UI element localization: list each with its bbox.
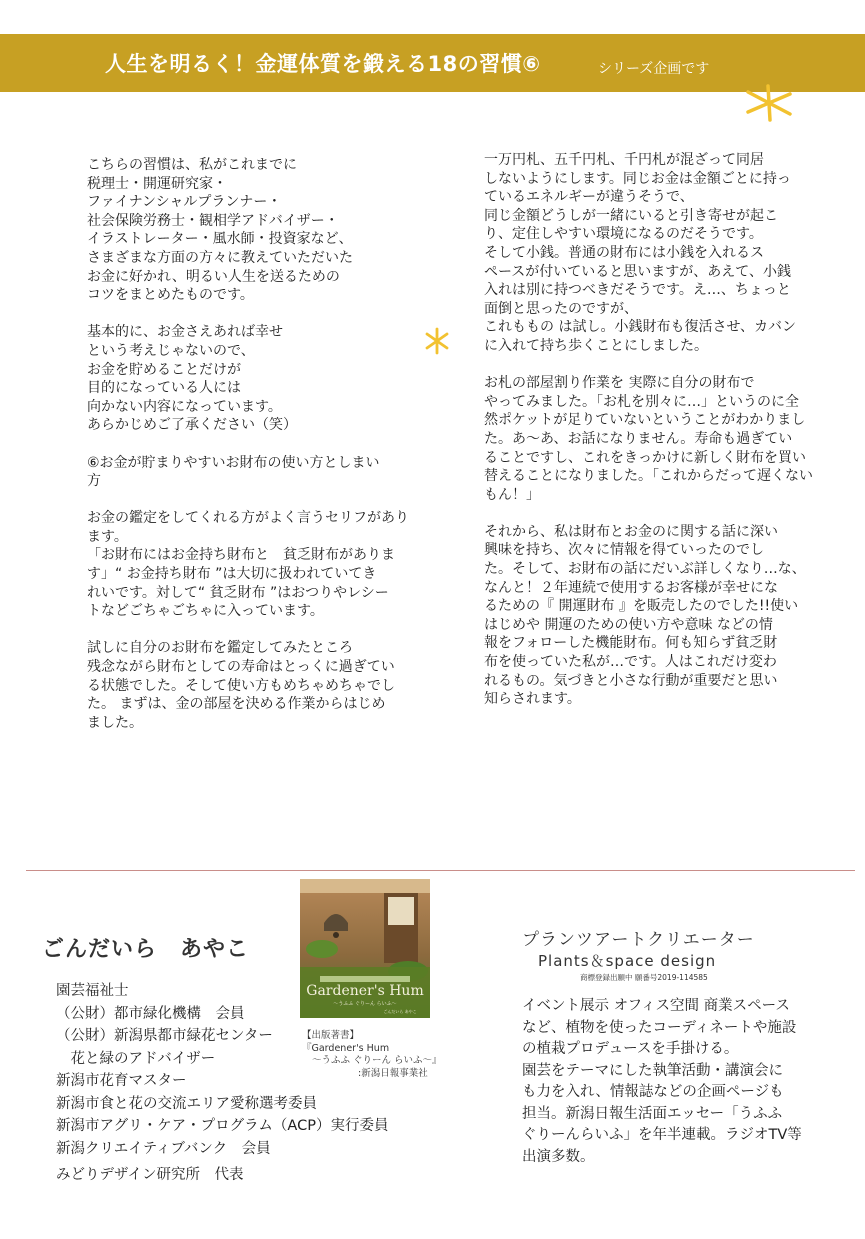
article-line: そして小銭。普通の財布には小銭を入れるス bbox=[484, 244, 764, 261]
page-title: 人生を明るく！金運体質を鍛える18の習慣⑥ bbox=[105, 52, 541, 76]
credential-item: 園芸福祉士 bbox=[56, 983, 129, 999]
article-line: 然ポケットが足りていないということがわかりまし bbox=[484, 412, 806, 429]
article-line: 目的になっている人には bbox=[87, 380, 241, 397]
article-line: 報をフォローした機能財布。何も知らず貧乏財 bbox=[484, 635, 778, 652]
article-left-column bbox=[87, 156, 409, 732]
profile-title: プランツアートクリエーター bbox=[522, 930, 755, 950]
book-publisher: :新潟日報事業社 bbox=[358, 1067, 428, 1079]
article-line: 知らされます。 bbox=[484, 691, 581, 708]
credential-item: 新潟市花育マスター bbox=[56, 1073, 187, 1089]
author-organization: みどりデザイン研究所 代表 bbox=[56, 1167, 244, 1183]
book-label: 【出版著書】 bbox=[302, 1030, 360, 1041]
article-line: 興味を持ち、次々に情報を得ていったのでし bbox=[484, 542, 764, 559]
article-line: お金の鑑定をしてくれる方がよく言うセリフがあり bbox=[87, 510, 409, 527]
article-line: 社会保険労務士・観相学アドバイザー・ bbox=[87, 212, 339, 229]
article-line: こちらの習慣は、私がこれまでに bbox=[87, 157, 297, 173]
credential-item: 花と緑のアドバイザー bbox=[56, 1050, 216, 1067]
credential-item: （公財）都市緑化機構 会員 bbox=[56, 1005, 245, 1022]
trademark-note: 商標登録出願中 願番号2019-114585 bbox=[580, 973, 708, 982]
article-line: に入れて持ち歩くことにしました。 bbox=[484, 337, 708, 354]
credential-item: 新潟市アグリ・ケア・プログラム（ACP）実行委員 bbox=[56, 1118, 389, 1134]
article-line: お札の部屋割り作業を 実際に自分の財布で bbox=[484, 375, 755, 392]
header-banner bbox=[0, 34, 865, 92]
article-line: やってみました。「お札を別々に…」というのに全 bbox=[484, 393, 799, 410]
article-line: あらかじめご了承ください（笑） bbox=[87, 417, 297, 434]
profile-description-line: 園芸をテーマにした執筆活動・講演会に bbox=[522, 1062, 783, 1079]
article-line: 同じ金額どうしが一緒にいると引き寄せが起こ bbox=[484, 207, 778, 224]
profile-subtitle: Plants＆space design bbox=[538, 952, 717, 970]
article-line: お金に好かれ、明るい人生を送るための bbox=[87, 268, 340, 285]
article-line: 税理士・開運研究家・ bbox=[87, 175, 227, 192]
article-line: 向かない内容になっています。 bbox=[87, 398, 282, 415]
article-line bbox=[484, 504, 813, 523]
profile-description-line: の植栽プロデュースを手掛ける。 bbox=[522, 1041, 739, 1057]
profile-description-line: も力を入れ、情報誌などの企画ページも bbox=[522, 1084, 784, 1100]
book-cover-title: Gardener's Hum bbox=[306, 983, 424, 999]
article-line: はじめや 開運のための使い方や意味 などの情 bbox=[484, 616, 773, 633]
article-line: トなどごちゃごちゃに入っています。 bbox=[87, 603, 324, 620]
article-line: ました。 bbox=[87, 714, 143, 731]
article-line: さまざまな方面の方々に教えていただいた bbox=[87, 249, 353, 266]
article-line: ることですし、これをきっかけに新しく財布を買い bbox=[484, 449, 806, 466]
article-line: 方 bbox=[87, 473, 101, 490]
article-line: 面倒と思ったのですが、 bbox=[484, 300, 638, 317]
profile-description-line: など、植物を使ったコーディネートや施設 bbox=[522, 1019, 797, 1036]
credential-item: 新潟市食と花の交流エリア愛称選考委員 bbox=[56, 1095, 317, 1112]
article-line bbox=[87, 621, 409, 640]
article-line: という考えじゃないので、 bbox=[87, 342, 255, 359]
article-line: 残念ながら財布としての寿命はとっくに過ぎてい bbox=[87, 659, 395, 676]
article-line: しないようにします。同じお金は金額ごとに持っ bbox=[484, 170, 791, 187]
article-line: るための『 開運財布 』を販売したのでした!!使い bbox=[484, 598, 799, 615]
article-line: もん！」 bbox=[484, 486, 540, 503]
article-line: ているエネルギーが違うそうで、 bbox=[484, 189, 694, 206]
section-divider bbox=[26, 870, 855, 871]
article-line: り、定住しやすい環境になるのだそうです。 bbox=[484, 226, 763, 243]
profile-description-line: 担当。新潟日報生活面エッセー「うふふ bbox=[522, 1105, 783, 1122]
article-line: 布を使っていた私が…です。人はこれだけ変わ bbox=[484, 654, 777, 671]
article-line: 「お財布にはお金持ち財布と 貧乏財布がありま bbox=[87, 547, 395, 564]
article-line: 基本的に、お金さえあれば幸せ bbox=[87, 324, 283, 341]
book-info bbox=[302, 1030, 442, 1080]
article-line: お金を貯めることだけが bbox=[87, 361, 241, 378]
book-cover-author: ごんだいら あやこ bbox=[383, 1009, 417, 1014]
article-line bbox=[484, 356, 813, 375]
book-cover-subtitle: ～うふふ ぐりーん らいふ～ bbox=[333, 1001, 397, 1007]
article-line: 一万円札、五千円札、千円札が混ざって同居 bbox=[484, 152, 764, 168]
book-title: 『Gardener's Hum bbox=[302, 1042, 390, 1054]
profile-description-line: ぐりーんらいふ」を年半連載。ラジオTV等 bbox=[522, 1127, 802, 1143]
profile-description-line: 出演多数。 bbox=[522, 1148, 595, 1165]
article-line: ます。 bbox=[87, 528, 128, 545]
article-line: これももの は試し。小銭財布も復活させ、カバン bbox=[484, 319, 797, 336]
article-line: た。 まずは、金の部屋を決める作業からはじめ bbox=[87, 696, 386, 713]
article-line bbox=[87, 491, 409, 510]
article-line: ペースが付いていると思いますが、あえて、小銭 bbox=[484, 263, 792, 280]
book-title-sub: ～うふふ ぐりーん らいふ～』 bbox=[312, 1055, 442, 1066]
profile-description bbox=[522, 996, 802, 1168]
article-line: 試しに自分のお財布を鑑定してみたところ bbox=[87, 640, 353, 657]
article-line: ファイナンシャルプランナー・ bbox=[87, 194, 282, 211]
article-line: た。あ～あ、お話になりません。寿命も過ぎてい bbox=[484, 430, 793, 447]
article-line: それから、私は財布とお金のに関する話に深い bbox=[484, 523, 778, 540]
article-line bbox=[87, 305, 409, 324]
profile-description-line: イベント展示 オフィス空間 商業スペース bbox=[522, 998, 790, 1014]
credential-item: 新潟クリエイティブバンク 会員 bbox=[56, 1140, 271, 1157]
article-line: 替えることになりました。「これからだって遅くない bbox=[484, 468, 813, 485]
article-line: コツをまとめたものです。 bbox=[87, 287, 254, 304]
small-star-decoration-icon bbox=[424, 326, 450, 356]
series-subtitle: シリーズ企画です bbox=[598, 61, 710, 77]
article-line: イラストレーター・風水師・投資家など、 bbox=[87, 231, 353, 248]
article-line: る状態でした。そして使い方もめちゃめちゃでし bbox=[87, 677, 395, 694]
star-decoration-icon bbox=[740, 82, 796, 124]
article-line: れるもの。気づきと小さな行動が重要だと思い bbox=[484, 672, 778, 689]
author-name: ごんだいら あやこ bbox=[42, 937, 250, 962]
article-line: なんと！２年連続で使用するお客様が幸せにな bbox=[484, 579, 778, 596]
article-line: た。そして、お財布の話にだいぶ詳しくなり…な、 bbox=[484, 561, 806, 578]
article-line: す」“ お金持ち財布 ”は大切に扱われていてき bbox=[87, 566, 377, 583]
article-right-column bbox=[484, 151, 813, 709]
book-cover-image bbox=[300, 879, 430, 1018]
article-line: れいです。対して“ 貧乏財布 ”はおつりやレシー bbox=[87, 584, 389, 601]
article-line: 入れは別に持つべきだそうです。え…、ちょっと bbox=[484, 282, 791, 299]
article-line bbox=[87, 435, 409, 454]
credential-item: （公財）新潟県都市緑花センター bbox=[56, 1028, 273, 1044]
article-line: ⑥お金が貯まりやすいお財布の使い方としまい bbox=[87, 454, 380, 471]
